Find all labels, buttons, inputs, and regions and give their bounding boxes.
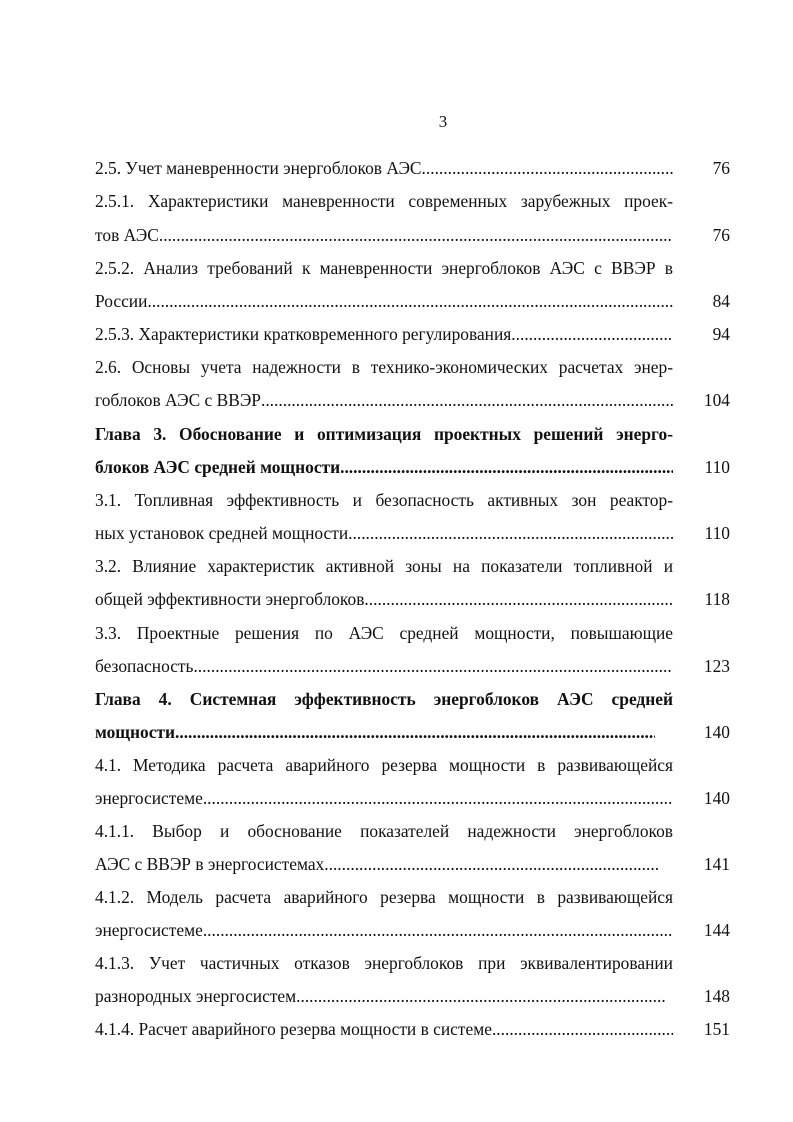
toc-page-number: 84 bbox=[712, 291, 730, 311]
toc-entry-title: 4.1.1. Выбор и обоснование показателей надежности энергоблоков bbox=[95, 821, 673, 841]
toc-entry-title: 4.1.2. Модель расчета аварийного резерва мощности в развивающейся bbox=[95, 887, 673, 907]
dot-leader bbox=[296, 986, 665, 1007]
toc-page-number: 140 bbox=[703, 788, 730, 808]
toc-entry bbox=[95, 887, 673, 908]
toc-entry-title-continued: общей эффективности энергоблоков bbox=[95, 589, 365, 609]
toc-entry-title-continued: ных установок средней мощности bbox=[95, 523, 349, 543]
toc-entry-title: 3.2. Влияние характеристик активной зоны на показатели топливной и bbox=[95, 556, 673, 576]
dot-leader bbox=[203, 788, 673, 809]
toc-entry-title: 2.5.2. Анализ требований к маневренности энергоблоков АЭС с ВВЭР в bbox=[95, 258, 673, 278]
toc-entry bbox=[95, 1019, 673, 1040]
dot-leader bbox=[261, 390, 673, 411]
toc-entry-title: 4.1. Методика расчета аварийного резерва мощности в развивающейся bbox=[95, 755, 673, 775]
toc-entry-continuation bbox=[95, 788, 673, 809]
toc-entry-continuation bbox=[95, 854, 659, 875]
toc-entry-continuation bbox=[95, 523, 673, 544]
toc-entry-title: 3.3. Проектные решения по АЭС средней мощности, повышающие bbox=[95, 623, 673, 643]
toc-entry-title-continued: разнородных энергосистем bbox=[95, 986, 297, 1006]
chapter-heading bbox=[95, 424, 673, 445]
chapter-heading-continuation bbox=[95, 457, 673, 478]
toc-entry-title-continued: энергосистеме bbox=[95, 920, 203, 940]
toc-entry-continuation bbox=[95, 986, 665, 1007]
toc-entry-title: 2.5. Учет маневренности энергоблоков АЭС bbox=[95, 158, 422, 178]
dot-leader bbox=[340, 457, 673, 478]
toc-entry bbox=[95, 158, 673, 179]
toc-entry bbox=[95, 556, 673, 577]
dot-leader bbox=[193, 656, 673, 677]
toc-entry-title: Глава 3. Обоснование и оптимизация проектных решений энерго- bbox=[95, 424, 673, 444]
toc-entry bbox=[95, 191, 673, 212]
toc-entry bbox=[95, 324, 673, 345]
dot-leader bbox=[348, 523, 673, 544]
toc-entry-title-continued: России bbox=[95, 291, 148, 311]
dot-leader bbox=[492, 1019, 673, 1040]
toc-entry-title-continued: мощности bbox=[95, 722, 175, 742]
toc-page-number: 118 bbox=[704, 589, 730, 609]
toc-entry bbox=[95, 821, 673, 842]
dot-leader bbox=[422, 158, 673, 179]
toc-page-number: 141 bbox=[703, 854, 730, 874]
dot-leader bbox=[203, 920, 673, 941]
toc-page-number: 76 bbox=[712, 158, 730, 178]
toc-entry-title: 4.1.4. Расчет аварийного резерва мощности в системе bbox=[95, 1019, 492, 1039]
toc-entry-title: 4.1.3. Учет частичных отказов энергоблоков при эквивалентировании bbox=[95, 953, 673, 973]
toc-page-number: 144 bbox=[703, 920, 730, 940]
toc-entry-continuation bbox=[95, 225, 673, 246]
toc-page-number: 151 bbox=[703, 1019, 730, 1039]
dot-leader bbox=[175, 722, 655, 743]
dot-leader bbox=[364, 589, 673, 610]
chapter-heading-continuation bbox=[95, 722, 655, 743]
toc-page-number: 140 bbox=[703, 722, 730, 742]
toc-entry-title: 2.5.3. Характеристики кратковременного регулирования bbox=[95, 324, 512, 344]
toc-entry-title: 3.1. Топливная эффективность и безопасность активных зон реактор- bbox=[95, 490, 673, 510]
toc-page-number: 110 bbox=[704, 457, 730, 477]
toc-page-number: 94 bbox=[712, 324, 730, 344]
toc-page-number: 104 bbox=[703, 390, 730, 410]
toc-entry-title: Глава 4. Системная эффективность энергоблоков АЭС средней bbox=[95, 689, 673, 709]
toc-entry-continuation bbox=[95, 656, 673, 677]
toc-page-number: 76 bbox=[712, 225, 730, 245]
toc-entry-continuation bbox=[95, 390, 673, 411]
page-number: 3 bbox=[438, 112, 448, 131]
toc-entry-title: 2.5.1. Характеристики маневренности современных зарубежных проек- bbox=[95, 191, 673, 211]
toc-entry-continuation bbox=[95, 589, 673, 610]
toc-entry bbox=[95, 258, 673, 279]
chapter-heading bbox=[95, 689, 673, 710]
toc-entry-title: 2.6. Основы учета надежности в технико-экономических расчетах энер- bbox=[95, 357, 673, 377]
toc-entry-title-continued: безопасность bbox=[95, 656, 194, 676]
toc-entry bbox=[95, 357, 673, 378]
toc-page-number: 110 bbox=[704, 523, 730, 543]
toc-entry-title-continued: энергосистеме bbox=[95, 788, 203, 808]
toc-entry bbox=[95, 623, 673, 644]
toc-page-number: 148 bbox=[703, 986, 730, 1006]
dot-leader bbox=[159, 225, 673, 246]
dot-leader bbox=[511, 324, 673, 345]
toc-entry bbox=[95, 490, 673, 511]
dot-leader bbox=[324, 854, 659, 875]
toc-page-number: 123 bbox=[703, 656, 730, 676]
toc-entry bbox=[95, 755, 673, 776]
toc-entry-title-continued: блоков АЭС средней мощности bbox=[95, 457, 341, 477]
toc-entry-title-continued: АЭС с ВВЭР в энергосистемах bbox=[95, 854, 325, 874]
toc-entry bbox=[95, 953, 673, 974]
toc-entry-title-continued: гоблоков АЭС с ВВЭР bbox=[95, 390, 261, 410]
dot-leader bbox=[147, 291, 673, 312]
toc-entry-title-continued: тов АЭС bbox=[95, 225, 159, 245]
toc-entry-continuation bbox=[95, 291, 673, 312]
toc-entry-continuation bbox=[95, 920, 673, 941]
